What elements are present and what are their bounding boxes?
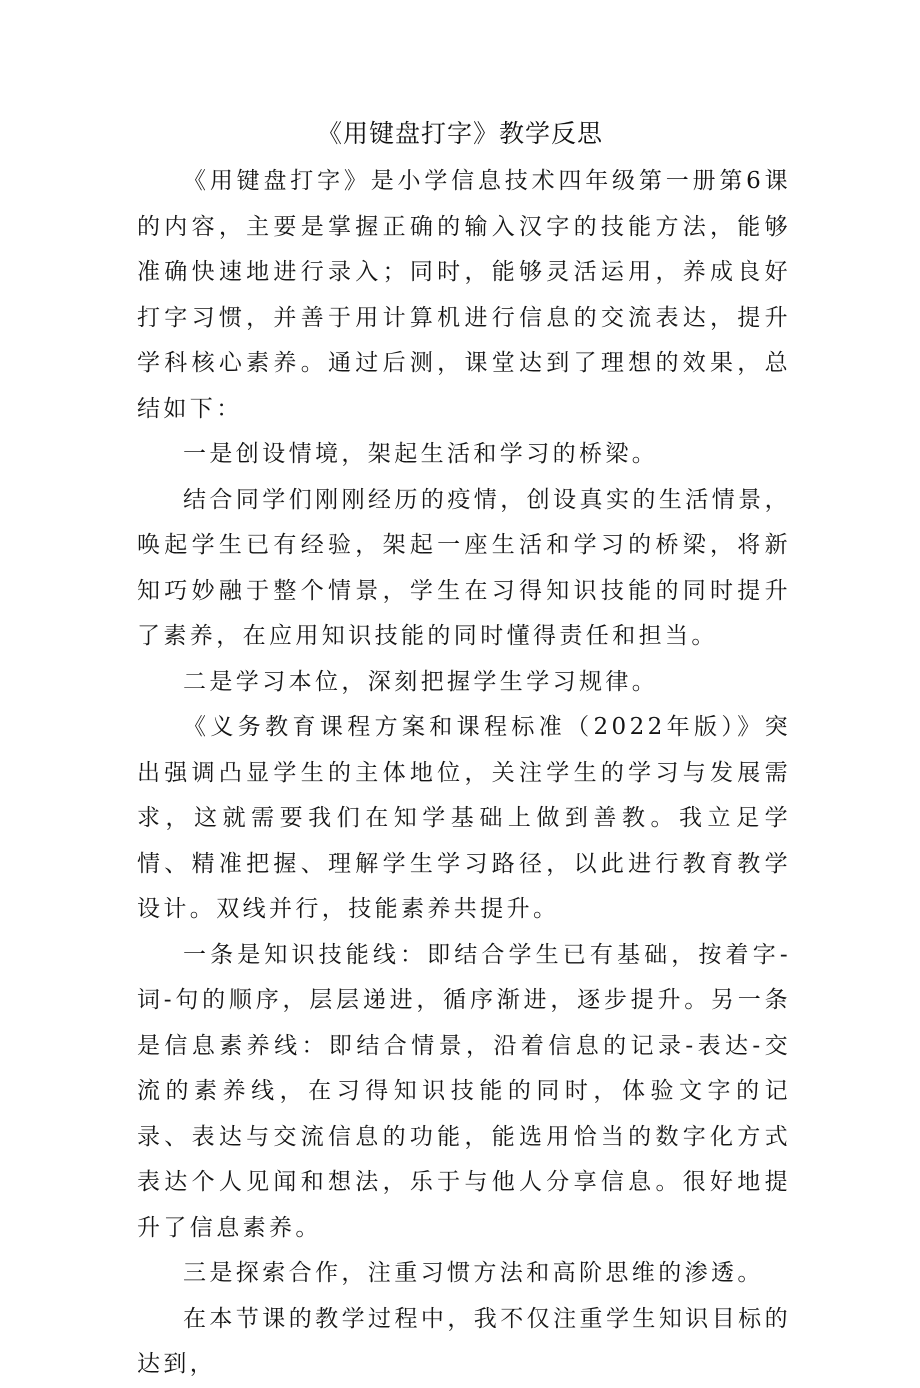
paragraph-point-one-body: 结合同学们刚刚经历的疫情，创设真实的生活情景，唤起学生已有经验，架起一座生活和学习的桥梁，将新知巧妙融于整个情景，学生在习得知识技能的同时提升了素养，在应用知识技能的同时懂得责任和担当。 [137,486,791,649]
document-title: 《用键盘打字》教学反思 [316,119,603,148]
paragraph-point-three-heading: 三是探索合作，注重习惯方法和高阶思维的渗透。 [183,1260,764,1286]
paragraph-intro: 《用键盘打字》是小学信息技术四年级第一册第6课的内容，主要是掌握正确的输入汉字的技能方法，能够准确快速地进行录入；同时，能够灵活运用，养成良好打字习惯，并善于用计算机进行信息的交流表达，提升学科核心素养。通过后测，课堂达到了理想的效果，总结如下： [137,168,791,422]
paragraph-point-two-lines: 一条是知识技能线：即结合学生已有基础，按着字-词-句的顺序，层层递进，循序渐进，逐步提升。另一条是信息素养线：即结合情景，沿着信息的记录-表达-交流的素养线，在习得知识技能的同时，体验文字的记录、表达与交流信息的功能，能选用恰当的数字化方式表达个人见闻和想法，乐于与他人分享信息。很好地提升了信息素养。 [137,941,791,1241]
paragraph-point-one-heading: 一是创设情境，架起生活和学习的桥梁。 [183,441,659,467]
document-body [137,159,791,1388]
paragraph-point-two-heading: 二是学习本位，深刻把握学生学习规律。 [183,668,659,695]
paragraph-point-three-body: 在本节课的教学过程中，我不仅注重学生知识目标的达到， [137,1305,791,1377]
paragraph-point-two-body: 《义务教育课程方案和课程标准（2022年版）》突出强调凸显学生的主体地位，关注学生的学习与发展需求，这就需要我们在知学基础上做到善教。我立足学情、精准把握、理解学生学习路径，以此进行教育教学设计。双线并行，技能素养共提升。 [137,714,791,922]
